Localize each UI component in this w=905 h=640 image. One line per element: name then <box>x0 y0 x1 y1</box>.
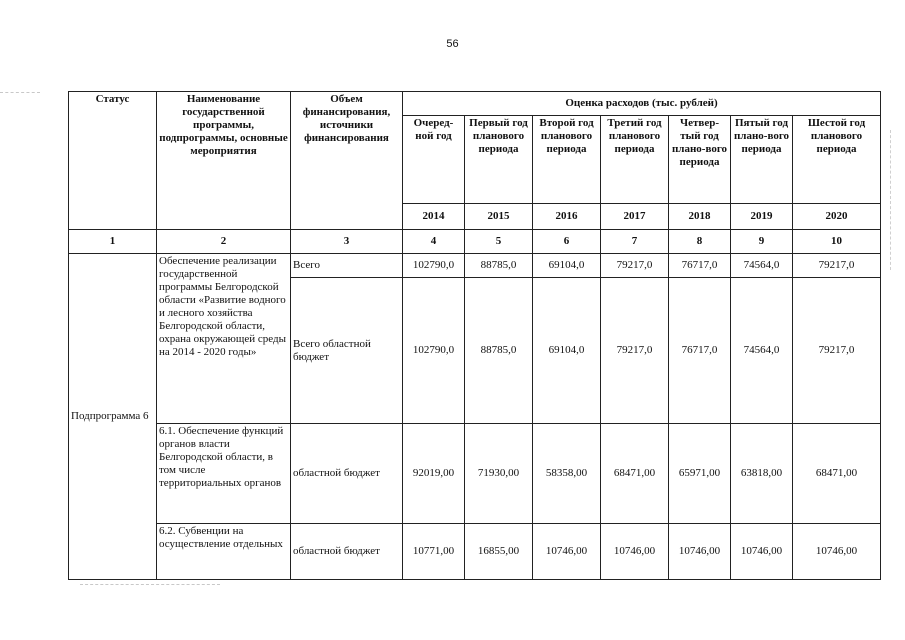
value-cell: 79217,0 <box>793 278 881 424</box>
header-year: 2014 <box>403 204 465 230</box>
value-cell: 10746,00 <box>533 524 601 580</box>
header-estimate: Оценка расходов (тыс. рублей) <box>403 92 881 116</box>
value-cell: 79217,0 <box>601 278 669 424</box>
column-number-row <box>69 230 881 254</box>
financing-source: Всего <box>291 254 403 278</box>
header-year: 2020 <box>793 204 881 230</box>
value-cell: 74564,0 <box>731 254 793 278</box>
table-row <box>69 524 881 580</box>
column-number: 2 <box>157 230 291 254</box>
value-cell: 63818,00 <box>731 424 793 524</box>
header-period: Третий год планового периода <box>601 116 669 204</box>
value-cell: 88785,0 <box>465 278 533 424</box>
header-period: Первый год планового периода <box>465 116 533 204</box>
header-name: Наименование государственной программы, подпрограммы, основные мероприятия <box>157 92 291 230</box>
value-cell: 79217,0 <box>601 254 669 278</box>
column-number: 6 <box>533 230 601 254</box>
value-cell: 74564,0 <box>731 278 793 424</box>
column-number: 5 <box>465 230 533 254</box>
value-cell: 68471,00 <box>601 424 669 524</box>
value-cell: 10746,00 <box>731 524 793 580</box>
column-number: 1 <box>69 230 157 254</box>
program-name-cell: Обеспечение реализации государственной программы Белгородской области «Развитие водного и лесного хозяйства Белгородской области, охрана окружающей среды на 2014 - 2020 годы» <box>157 254 291 424</box>
header-year: 2018 <box>669 204 731 230</box>
value-cell: 92019,00 <box>403 424 465 524</box>
value-cell: 88785,0 <box>465 254 533 278</box>
header-year: 2016 <box>533 204 601 230</box>
financing-source: Всего областной бюджет <box>291 278 403 424</box>
value-cell: 10746,00 <box>601 524 669 580</box>
value-cell: 102790,0 <box>403 278 465 424</box>
table-row <box>69 254 881 278</box>
value-cell: 102790,0 <box>403 254 465 278</box>
page-number: 56 <box>446 38 459 50</box>
column-number: 3 <box>291 230 403 254</box>
header-period: Пятый год плано-вого периода <box>731 116 793 204</box>
value-cell: 69104,0 <box>533 278 601 424</box>
column-number: 7 <box>601 230 669 254</box>
value-cell: 79217,0 <box>793 254 881 278</box>
column-number: 9 <box>731 230 793 254</box>
column-number: 10 <box>793 230 881 254</box>
header-row <box>69 92 881 116</box>
table-row <box>69 424 881 524</box>
value-cell: 76717,0 <box>669 254 731 278</box>
value-cell: 65971,00 <box>669 424 731 524</box>
header-period: Очеред-ной год <box>403 116 465 204</box>
scan-artifact <box>0 92 40 93</box>
budget-table <box>68 91 881 580</box>
value-cell: 76717,0 <box>669 278 731 424</box>
value-cell: 58358,00 <box>533 424 601 524</box>
value-cell: 68471,00 <box>793 424 881 524</box>
financing-source: областной бюджет <box>291 424 403 524</box>
column-number: 8 <box>669 230 731 254</box>
value-cell: 71930,00 <box>465 424 533 524</box>
header-year: 2019 <box>731 204 793 230</box>
column-number: 4 <box>403 230 465 254</box>
header-financing: Объем финансирования, источники финансирования <box>291 92 403 230</box>
value-cell: 10746,00 <box>793 524 881 580</box>
financing-source: областной бюджет <box>291 524 403 580</box>
header-year: 2017 <box>601 204 669 230</box>
header-year: 2015 <box>465 204 533 230</box>
scan-artifact <box>80 584 220 585</box>
activity-name-cell: 6.1. Обеспечение функций органов власти Белгородской области, в том числе территориальных органов <box>157 424 291 524</box>
header-period: Шестой год планового периода <box>793 116 881 204</box>
value-cell: 16855,00 <box>465 524 533 580</box>
scan-artifact <box>890 130 891 270</box>
header-status: Статус <box>69 92 157 230</box>
header-period: Четвер-тый год плано-вого периода <box>669 116 731 204</box>
value-cell: 10771,00 <box>403 524 465 580</box>
value-cell: 69104,0 <box>533 254 601 278</box>
activity-name-cell: 6.2. Субвенции на осуществление отдельных <box>157 524 291 580</box>
status-cell: Подпрограмма 6 <box>69 254 157 580</box>
header-period: Второй год планового периода <box>533 116 601 204</box>
value-cell: 10746,00 <box>669 524 731 580</box>
